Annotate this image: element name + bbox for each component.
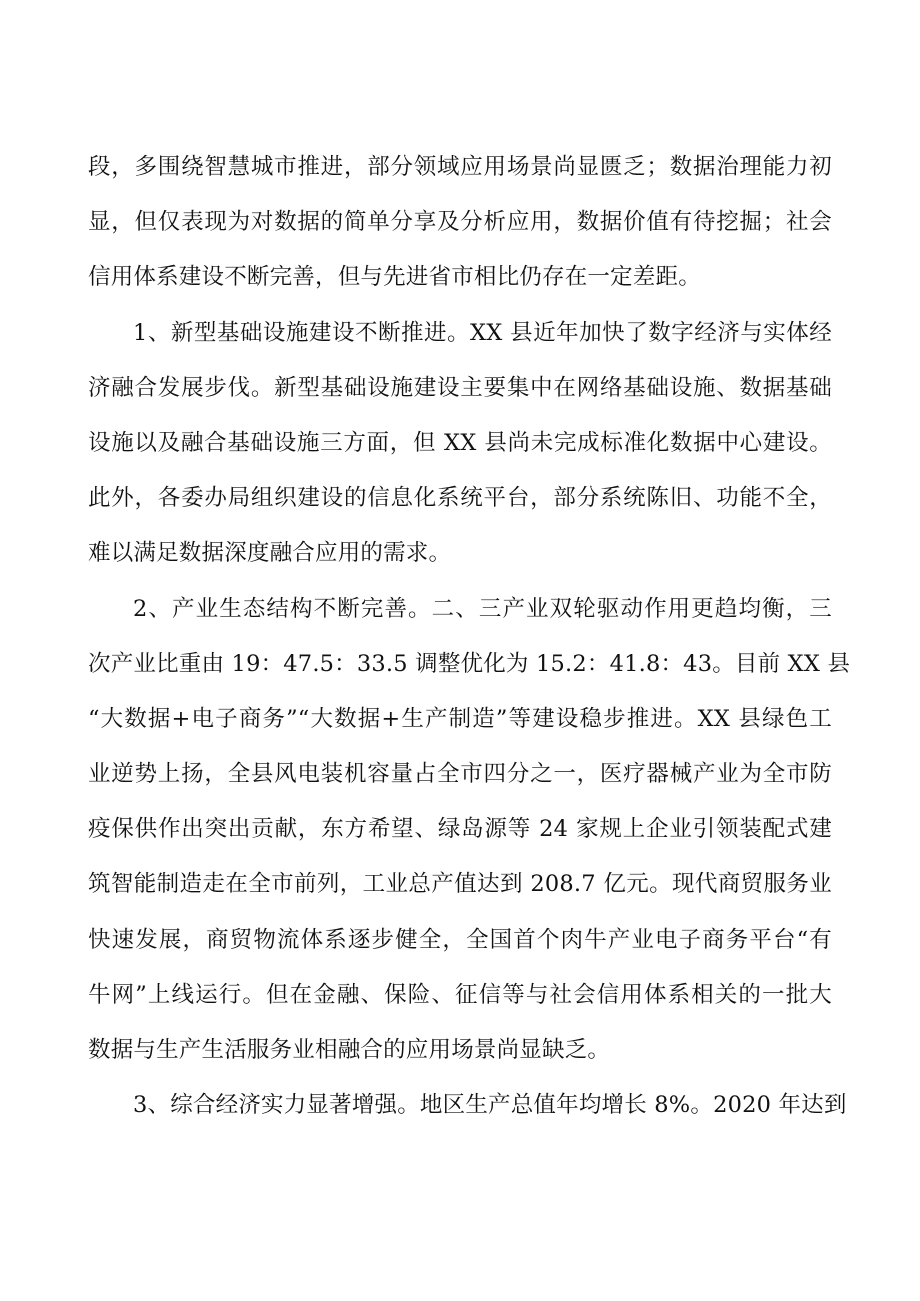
text-line: 业逆势上扬，全县风电装机容量占全市四分之一，医疗器械产业为全市防 <box>88 761 832 788</box>
text-line: 信用体系建设不断完善，但与先进省市相比仍存在一定差距。 <box>88 264 701 291</box>
text-line: 快速发展，商贸物流体系逐步健全，全国首个肉牛产业电子商务平台“有 <box>88 926 832 953</box>
text-line: 2、产业生态结构不断完善。二、三产业双轮驱动作用更趋均衡，三 <box>133 595 832 622</box>
text-line: 数据与生产生活服务业相融合的应用场景尚显缺乏。 <box>88 1037 611 1063</box>
text-line: 筑智能制造走在全市前列，工业总产值达到 208.7 亿元。现代商贸服务业 <box>88 871 832 898</box>
text-line: 显，但仅表现为对数据的简单分享及分析应用，数据价值有待挖掘；社会 <box>88 209 832 236</box>
text-line: 设施以及融合基础设施三方面，但 XX 县尚未完成标准化数据中心建设。 <box>88 429 832 456</box>
text-line: 1、新型基础设施建设不断推进。XX 县近年加快了数字经济与实体经 <box>133 319 832 346</box>
paragraph-infrastructure <box>88 306 832 582</box>
document-body <box>88 140 851 1133</box>
paragraph-continuation <box>88 140 832 306</box>
text-line: 济融合发展步伐。新型基础设施建设主要集中在网络基础设施、数据基础 <box>88 374 832 401</box>
text-line: 难以满足数据深度融合应用的需求。 <box>88 540 452 567</box>
paragraph-industry-ecology <box>88 582 851 1079</box>
text-line: 段，多围绕智慧城市推进，部分领域应用场景尚显匮乏；数据治理能力初 <box>88 154 832 180</box>
text-line: 3、综合经济实力显著增强。地区生产总值年均增长 8%。2020 年达到 <box>133 1092 847 1119</box>
paragraph-economic-strength <box>88 1078 847 1133</box>
text-line: “大数据+电子商务”“大数据+生产制造”等建设稳步推进。XX 县绿色工 <box>88 705 832 732</box>
text-line: 此外，各委办局组织建设的信息化系统平台，部分系统陈旧、功能不全， <box>88 485 832 512</box>
text-line: 疫保供作出突出贡献，东方希望、绿岛源等 24 家规上企业引领装配式建 <box>88 816 832 843</box>
text-line: 牛网”上线运行。但在金融、保险、征信等与社会信用体系相关的一批大 <box>88 981 832 1008</box>
text-line: 次产业比重由 19：47.5：33.5 调整优化为 15.2：41.8：43。目前 XX 县 <box>88 650 851 677</box>
